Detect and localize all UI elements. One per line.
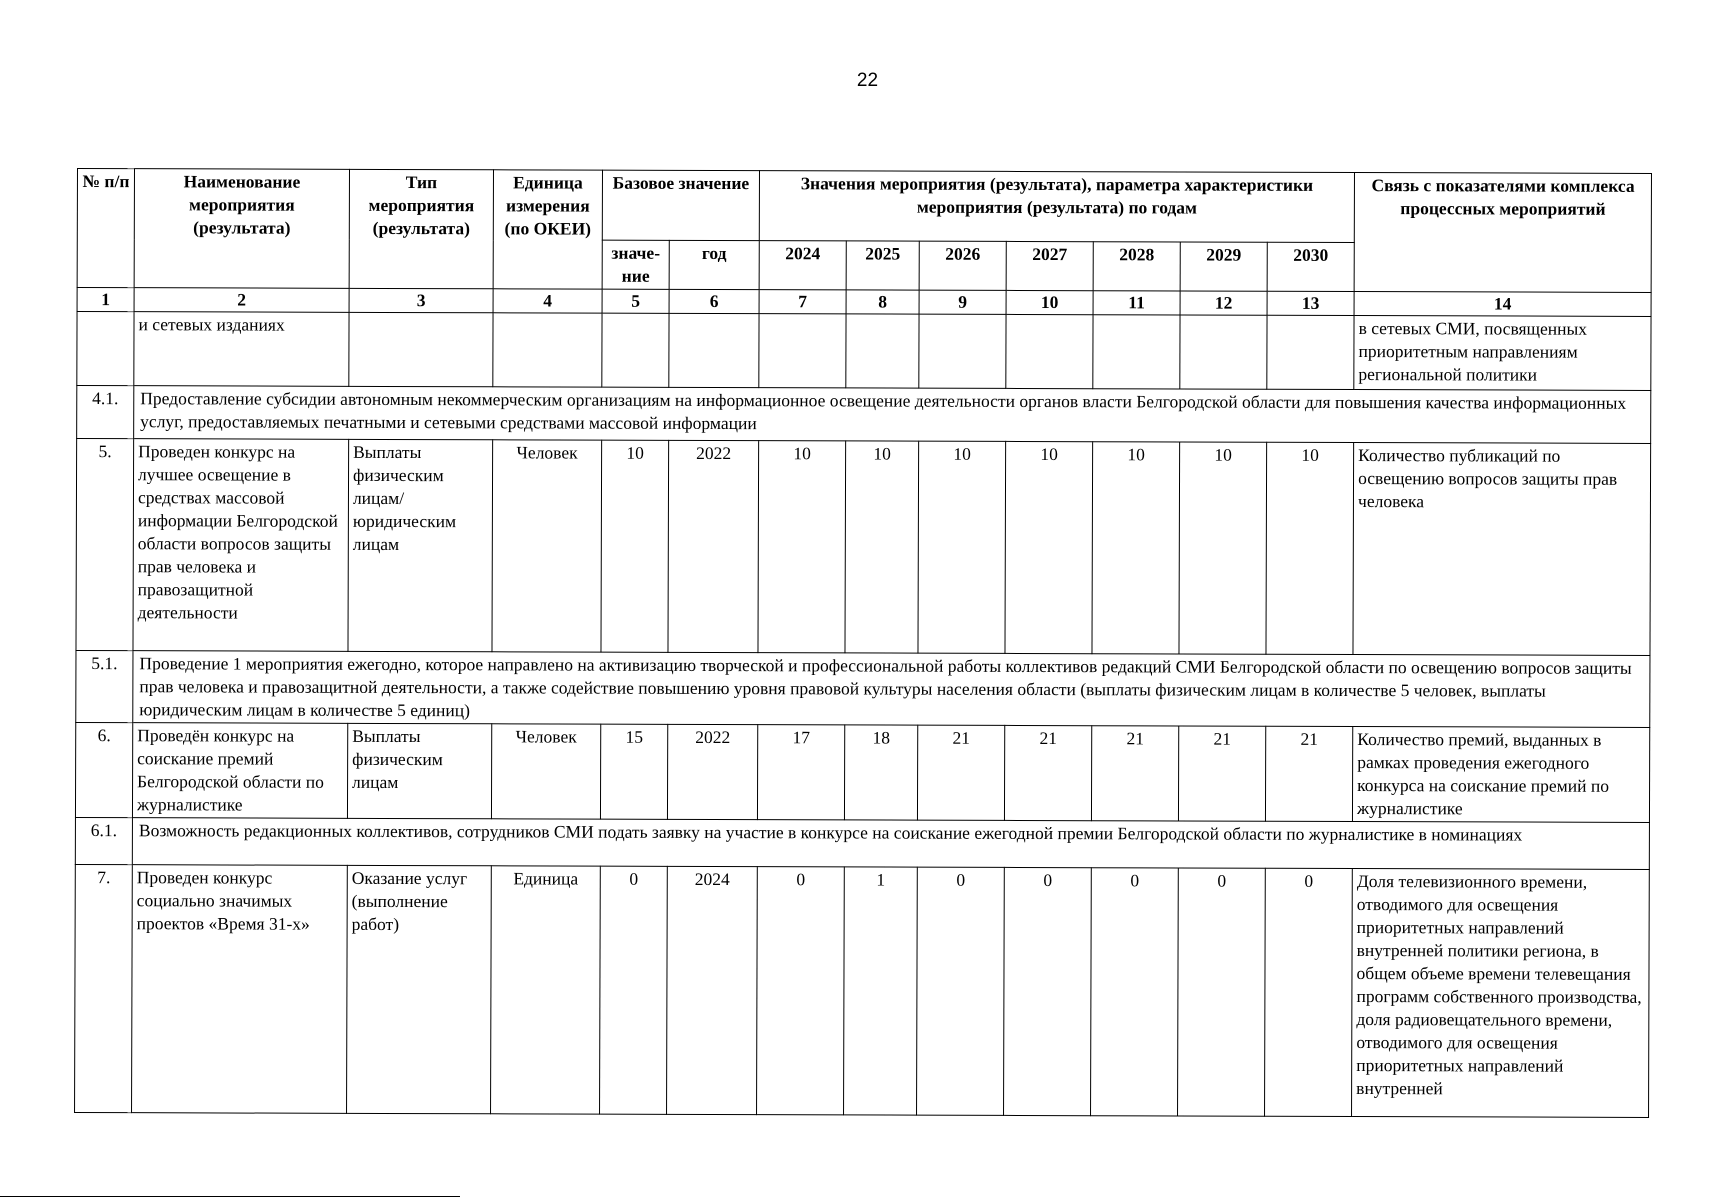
row-num: 6.1. (75, 817, 132, 864)
value-2025: 18 (844, 725, 917, 820)
row-num: 5. (76, 439, 134, 651)
header-base-value: значе-ние (602, 240, 669, 289)
activities-table (74, 168, 1652, 1118)
column-number: 2 (134, 288, 349, 313)
header-base-year: год (669, 240, 759, 289)
continuation-link: в сетевых СМИ, посвященных приоритетным направлениям региональной политики (1354, 316, 1651, 391)
page-number: 22 (856, 70, 879, 91)
continuation-name: и сетевых изданиях (134, 312, 349, 387)
activity-name: Проведен конкурс на лучшее освещение в средствах массовой информации Белгородской области вопросов защиты прав человека и правозащитной деятельности (133, 439, 349, 652)
header-row-1 (77, 169, 1651, 244)
unit: Единица (491, 866, 601, 1114)
activity-type: Выплаты физическим лицам (347, 723, 491, 818)
column-number: 9 (919, 290, 1006, 314)
subsection-text: Проведение 1 мероприятия ежегодно, которое направлено на активизацию творческой и профессиональной работы коллективов редакций СМИ Белгородской области по освещению вопросов защиты прав человека и правозащитной деятельности, а также содействие повышению уровня правовой культуры населения области (выплаты физическим лицам в количестве 5 человек, выплаты юридическим лицам в количестве 5 единиц) (133, 651, 1650, 728)
unit: Человек (491, 724, 600, 819)
header-year-2025: 2025 (846, 241, 919, 290)
row-num: 5.1. (76, 650, 133, 722)
activity-type: Оказание услуг (выполнение работ) (347, 865, 492, 1113)
table-row-6 (75, 722, 1649, 822)
indicator-link: Доля телевизионного времени, отводимого для освещения приоритетных направлений внутренней политики региона, в общем объеме времени телевещания программ собственного производства, доля радиовещательного времени, отводимого для освещения приоритетных направлений внутренней (1352, 869, 1650, 1118)
indicator-link: Количество премий, выданных в рамках проведения ежегодного конкурса на соискание премий по журналистике (1353, 727, 1650, 823)
row-num: 4.1. (77, 386, 134, 439)
value-2027: 0 (1004, 867, 1092, 1115)
value-2024: 10 (758, 441, 846, 653)
table-row-5-1 (76, 650, 1650, 727)
value-2024: 17 (757, 725, 844, 820)
value-2024: 0 (757, 867, 845, 1115)
base-value: 10 (601, 440, 669, 652)
header-unit: Единица измерения (по ОКЕИ) (493, 170, 602, 289)
column-number: 13 (1267, 291, 1354, 315)
column-number: 4 (493, 289, 602, 313)
table-row-continuation (77, 312, 1651, 391)
subsection-text: Возможность редакционных коллективов, сотрудников СМИ подать заявку на участие в конкурсе на соискание ежегодной премии Белгородской области по журналистике в номинациях (132, 818, 1649, 870)
header-year-2027: 2027 (1006, 241, 1093, 290)
value-2029: 10 (1179, 442, 1267, 654)
value-2030: 10 (1266, 442, 1354, 654)
value-2026: 21 (917, 725, 1004, 820)
header-name: Наименование мероприятия (результата) (134, 169, 349, 289)
bottom-divider (0, 1196, 460, 1197)
table-row-6-1 (75, 817, 1649, 869)
header-year-2026: 2026 (919, 241, 1006, 290)
value-2026: 0 (917, 867, 1005, 1115)
row-num: 7. (75, 864, 133, 1112)
base-year: 2024 (667, 866, 758, 1114)
activity-type: Выплаты физическим лицам/ юридическим лицам (348, 439, 493, 651)
header-year-2029: 2029 (1180, 242, 1267, 291)
header-year-2030: 2030 (1267, 242, 1354, 291)
value-2028: 21 (1091, 726, 1178, 821)
base-value: 0 (600, 866, 668, 1114)
column-number: 3 (349, 288, 493, 312)
value-2025: 10 (845, 441, 919, 653)
subsection-text: Предоставление субсидии автономным некоммерческим организациям на информационное освещение деятельности органов власти Белгородской области для повышения качества информационных услуг, предоставляемых печатными и сетевыми средствами массовой информации (134, 386, 1651, 444)
header-num: № п/п (77, 169, 134, 288)
value-2028: 0 (1091, 868, 1179, 1116)
column-number: 5 (602, 289, 669, 313)
value-2025: 1 (844, 867, 918, 1115)
column-number: 14 (1354, 292, 1651, 317)
header-year-2024: 2024 (759, 241, 846, 290)
column-number: 1 (77, 288, 134, 312)
table-row-4-1 (77, 386, 1651, 444)
header-link: Связь с показателями комплекса процессных мероприятий (1354, 173, 1651, 293)
activity-name: Проведён конкурс на соискание премий Белгородской области по журналистике (132, 723, 347, 819)
value-2030: 21 (1265, 726, 1352, 821)
row-num: 6. (75, 722, 132, 817)
base-value: 15 (600, 724, 667, 819)
table-row-5 (76, 439, 1651, 656)
header-year-2028: 2028 (1093, 242, 1180, 291)
column-number: 7 (759, 290, 846, 314)
activity-name: Проведен конкурс социально значимых проектов «Время 31-х» (132, 865, 348, 1114)
value-2029: 0 (1178, 868, 1266, 1116)
base-year: 2022 (668, 440, 759, 652)
header-base: Базовое значение (602, 170, 759, 240)
value-2030: 0 (1265, 868, 1353, 1116)
column-number: 12 (1180, 291, 1267, 315)
value-2027: 21 (1004, 725, 1091, 820)
value-2027: 10 (1005, 441, 1093, 653)
base-year: 2022 (667, 724, 757, 819)
value-2028: 10 (1092, 442, 1180, 654)
table-row-7 (75, 864, 1650, 1117)
value-2029: 21 (1178, 726, 1265, 821)
column-number: 10 (1006, 290, 1093, 314)
column-number: 8 (846, 290, 919, 314)
column-number: 6 (669, 289, 759, 313)
column-number: 11 (1093, 291, 1180, 315)
header-type: Тип мероприятия (результата) (349, 169, 493, 288)
header-values-group: Значения мероприятия (результата), параметра характеристики мероприятия (результата) по годам (759, 171, 1354, 243)
value-2026: 10 (918, 441, 1006, 653)
unit: Человек (492, 440, 602, 652)
indicator-link: Количество публикаций по освещению вопросов защиты прав человека (1353, 443, 1651, 656)
